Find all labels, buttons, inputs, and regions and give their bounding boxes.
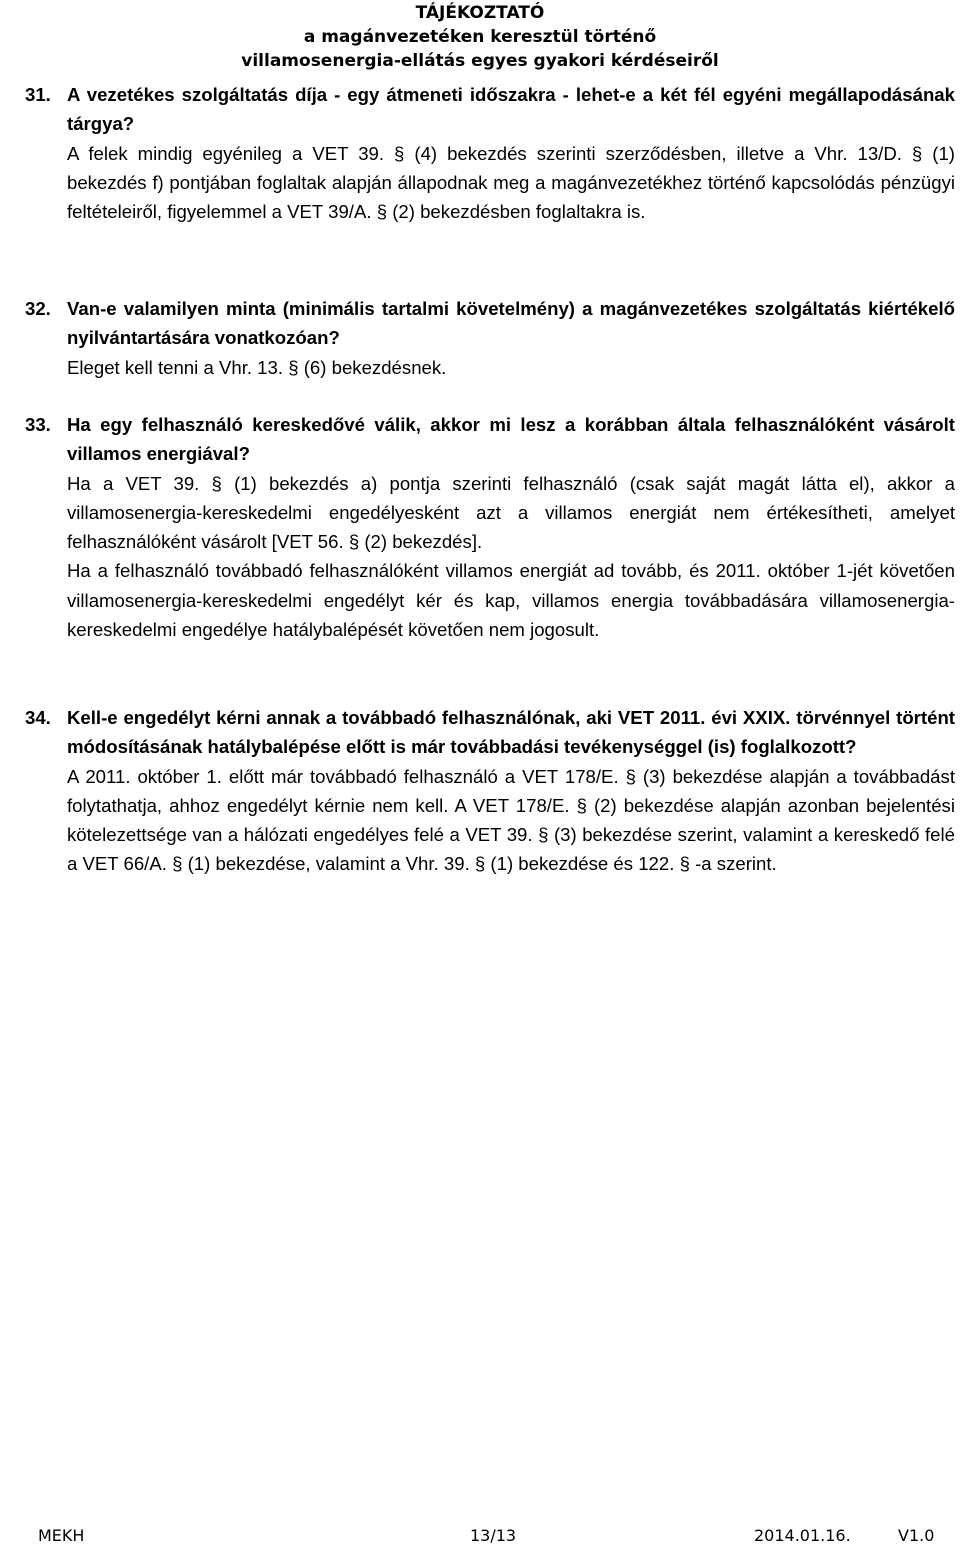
document-body bbox=[0, 80, 960, 879]
qa-item-32 bbox=[0, 294, 960, 410]
answer-text bbox=[67, 353, 955, 382]
document-header bbox=[0, 0, 960, 73]
qa-item-31 bbox=[0, 80, 960, 294]
page-number: 13/13 bbox=[470, 1526, 517, 1545]
question-number: 33. bbox=[25, 414, 51, 435]
question-number: 31. bbox=[25, 84, 51, 105]
footer-date: 2014.01.16. bbox=[754, 1526, 851, 1545]
answer-paragraph: Eleget kell tenni a Vhr. 13. § (6) bekezdésnek. bbox=[67, 356, 447, 378]
page-footer bbox=[0, 1526, 960, 1556]
answer-paragraph: A 2011. október 1. előtt már továbbadó felhasználó a VET 178/E. § (3) bekezdése alapján a továbbadást folytathatja, ahhoz engedélyt kérnie nem kell. A VET 178/E. § (2) bekezdése alapján azonban bejelentési kötelezettsége van a hálózati engedélyes felé a VET 39. § (3) bekezdése szerint, valamint a kereskedő felé a VET 66/A. § (1) bekezdése, valamint a Vhr. 39. § (1) bekezdése és 122. § -a szerint. bbox=[67, 765, 955, 875]
question-text: A vezetékes szolgáltatás díja - egy átmeneti időszakra - lehet-e a két fél egyéni megállapodásának tárgya? bbox=[67, 84, 955, 135]
footer-organization: MEKH bbox=[38, 1526, 85, 1545]
question-number: 32. bbox=[25, 298, 51, 319]
answer-paragraph: Ha a VET 39. § (1) bekezdés a) pontja szerinti felhasználó (csak saját magát látta el), akkor a villamosenergia-kereskedelmi engedélyesként azt a villamos energiát nem értékesítheti, amelyet felhasználóként vásárolt [VET 56. § (2) bekezdés]. bbox=[67, 472, 955, 553]
answer-text bbox=[67, 139, 955, 227]
header-title: TÁJÉKOZTATÓ bbox=[415, 3, 545, 23]
answer-paragraph: Ha a felhasználó továbbadó felhasználóként villamos energiát ad tovább, és 2011. október 1-jét követően villamosenergia-kereskedelmi engedélyt kér és kap, villamos energia továbbadására villamosenergia-kereskedelmi engedélye hatálybalépését követően nem jogosult. bbox=[67, 560, 955, 641]
answer-text bbox=[67, 762, 955, 879]
question-number: 34. bbox=[25, 707, 51, 728]
question-text: Kell-e engedélyt kérni annak a továbbadó felhasználónak, aki VET 2011. évi XXIX. törvénnyel történt módosításának hatálybalépése előtt is már továbbadási tevékenységgel (is) foglalkozott? bbox=[67, 707, 955, 758]
footer-version: V1.0 bbox=[898, 1526, 935, 1545]
qa-item-34 bbox=[0, 703, 960, 879]
answer-text bbox=[67, 469, 955, 645]
question-text: Van-e valamilyen minta (minimális tartalmi követelmény) a magánvezetékes szolgáltatás kiértékelő nyilvántartására vonatkozóan? bbox=[67, 298, 955, 349]
header-subtitle-1: a magánvezetéken keresztül történő bbox=[303, 27, 657, 47]
question-text: Ha egy felhasználó kereskedővé válik, akkor mi lesz a korábban általa felhasználóként vásárolt villamos energiával? bbox=[67, 414, 955, 465]
answer-paragraph: A felek mindig egyénileg a VET 39. § (4) bekezdés szerinti szerződésben, illetve a Vhr. 13/D. § (1) bekezdés f) pontjában foglaltak alapján állapodnak meg a magánvezetékhez történő kapcsolódás pénzügyi feltételeiről, figyelemmel a VET 39/A. § (2) bekezdésben foglaltakra is. bbox=[67, 142, 955, 223]
qa-item-33 bbox=[0, 410, 960, 703]
header-subtitle-2: villamosenergia-ellátás egyes gyakori kérdéseiről bbox=[241, 51, 719, 71]
